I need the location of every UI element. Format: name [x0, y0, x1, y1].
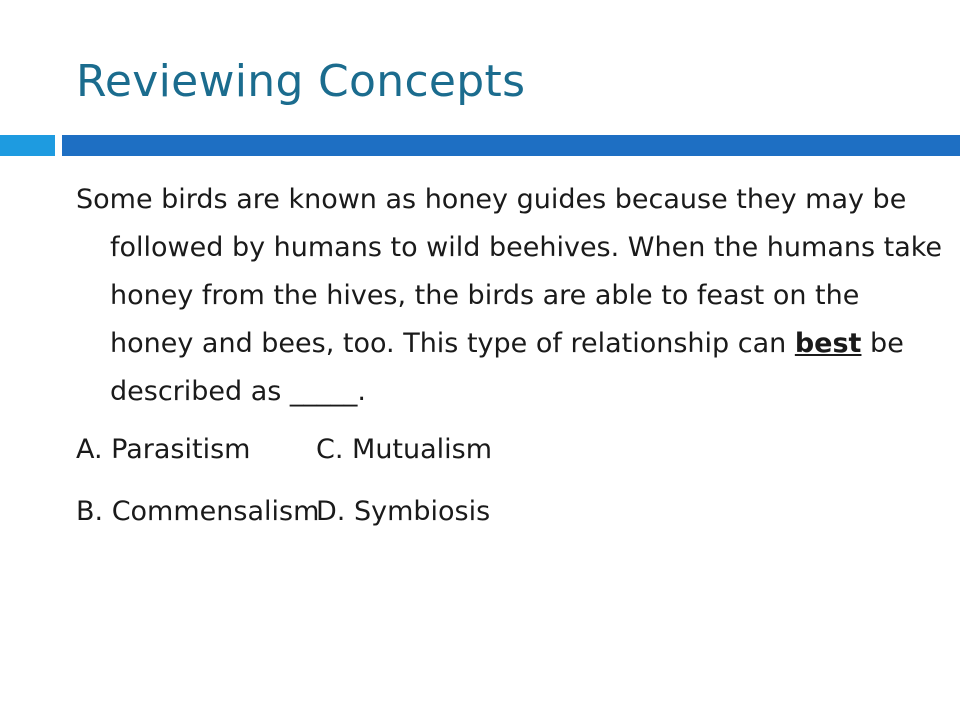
question-text — [76, 176, 946, 416]
answer-row-1 — [76, 419, 946, 481]
slide-body — [76, 176, 946, 543]
answer-option-b: B. Commensalism — [76, 496, 320, 527]
question-text-after: be described as _____. — [110, 328, 904, 407]
title-accent-bar — [0, 135, 55, 156]
question-text-before: Some birds are known as honey guides because they may be followed by humans to wild beehives. When the humans take honey from the hives, the birds are able to feast on the honey and bees, too. This type of relationship can — [76, 184, 943, 359]
answer-option-c: C. Mutualism — [316, 434, 493, 465]
answer-option-a: A. Parasitism — [76, 434, 251, 465]
slide-title: Reviewing Concepts — [76, 56, 526, 107]
title-underline-bar — [62, 135, 960, 156]
answer-row-2 — [76, 481, 946, 543]
question-emphasis-word: best — [794, 328, 862, 359]
answer-option-d: D. Symbiosis — [316, 496, 491, 527]
answer-choices — [76, 419, 946, 543]
